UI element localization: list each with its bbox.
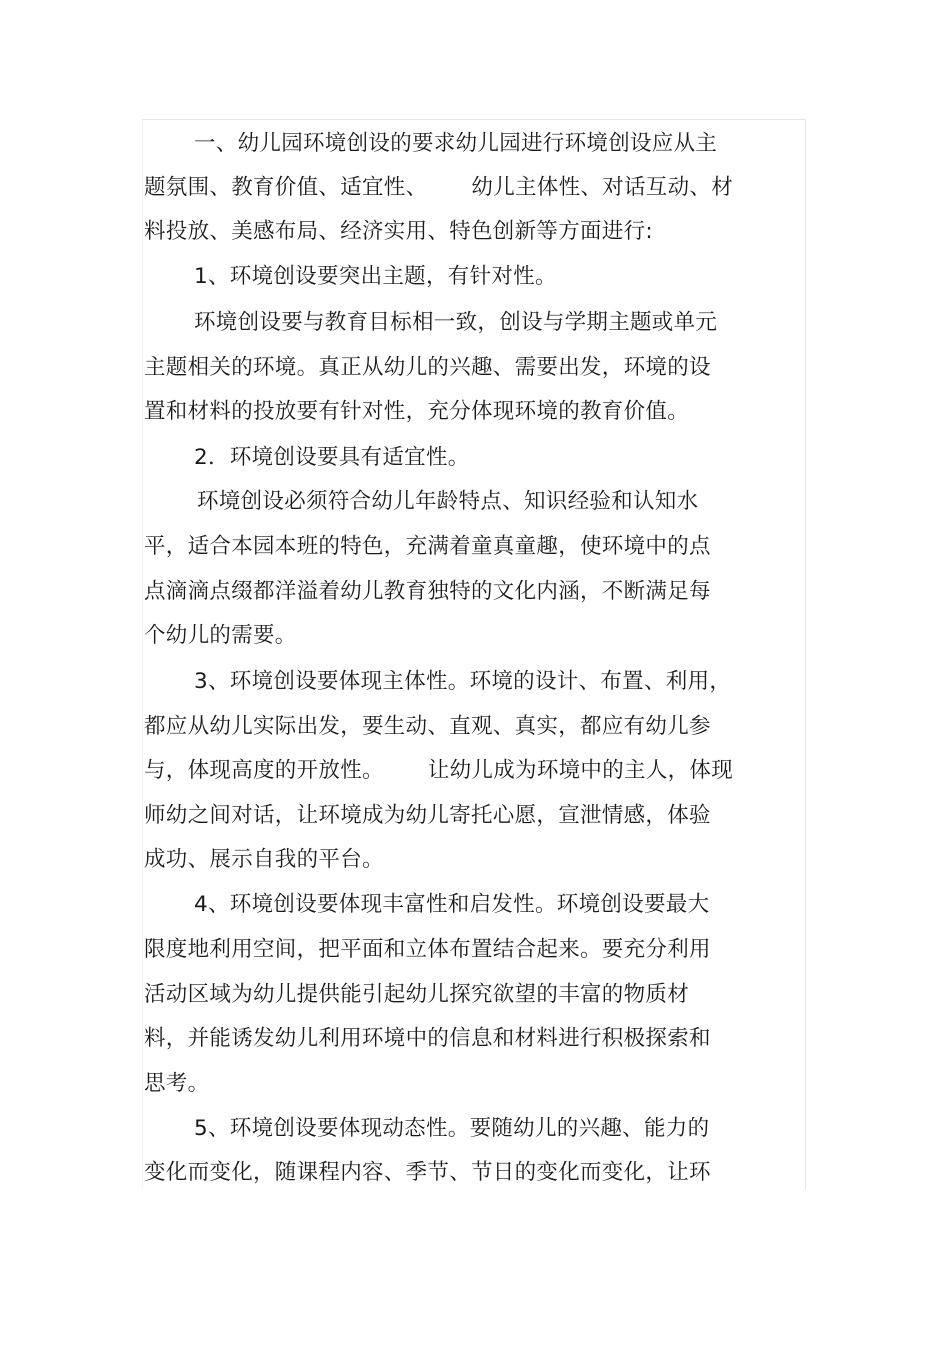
text-line: 点滴滴点缀都洋溢着幼儿教育独特的文化内涵，不断满足每 (144, 579, 711, 604)
text-line: 置和材料的投放要有针对性，充分体现环境的教育价值。 (144, 399, 690, 424)
text-line: 师幼之间对话，让环境成为幼儿寄托心愿，宣泄情感，体验 (144, 803, 711, 828)
text-line: 变化而变化，随课程内容、季节、节日的变化而变化，让环 (144, 1160, 711, 1185)
text-line: 环境创设必须符合幼儿年龄特点、知识经验和认知水 (197, 489, 699, 514)
section-heading-5: 5、环境创设要体现动态性。要随幼儿的兴趣、能力的 (194, 1116, 710, 1141)
heading-line: 一、幼儿园环境创设的要求幼儿园进行环境创设应从主 (194, 131, 718, 156)
section-heading-3: 3、环境创设要体现主体性。环境的设计、布置、利用， (194, 669, 732, 694)
section-heading-1: 1、环境创设要突出主题，有针对性。 (194, 264, 557, 289)
text-line: 限度地利用空间，把平面和立体布置结合起来。要充分利用 (144, 937, 711, 962)
text-line: 活动区域为幼儿提供能引起幼儿探究欲望的丰富的物质材 (144, 982, 690, 1007)
text-line: 与，体现高度的开放性。 让幼儿成为环境中的主人，体现 (144, 758, 734, 783)
text-line: 思考。 (144, 1071, 210, 1096)
section-heading-2: 2．环境创设要具有适宜性。 (194, 445, 470, 470)
text-line: 成功、展示自我的平台。 (144, 847, 384, 872)
text-line: 环境创设要与教育目标相一致，创设与学期主题或单元 (194, 310, 718, 335)
text-line: 个幼儿的需要。 (144, 623, 297, 648)
text-line: 主题相关的环境。真正从幼儿的兴趣、需要出发，环境的设 (144, 355, 711, 380)
text-line: 平，适合本园本班的特色，充满着童真童趣，使环境中的点 (144, 534, 711, 559)
text-line: 都应从幼儿实际出发，要生动、直观、真实，都应有幼儿参 (144, 714, 711, 739)
text-line: 料投放、美感布局、经济实用、特色创新等方面进行: (144, 219, 653, 244)
section-heading-4: 4、环境创设要体现丰富性和启发性。环境创设要最大 (194, 892, 710, 917)
text-line: 料，并能诱发幼儿利用环境中的信息和材料进行积极探索和 (144, 1026, 711, 1051)
text-line: 题氛围、教育价值、适宜性、 幼儿主体性、对话互动、材 (144, 175, 734, 200)
